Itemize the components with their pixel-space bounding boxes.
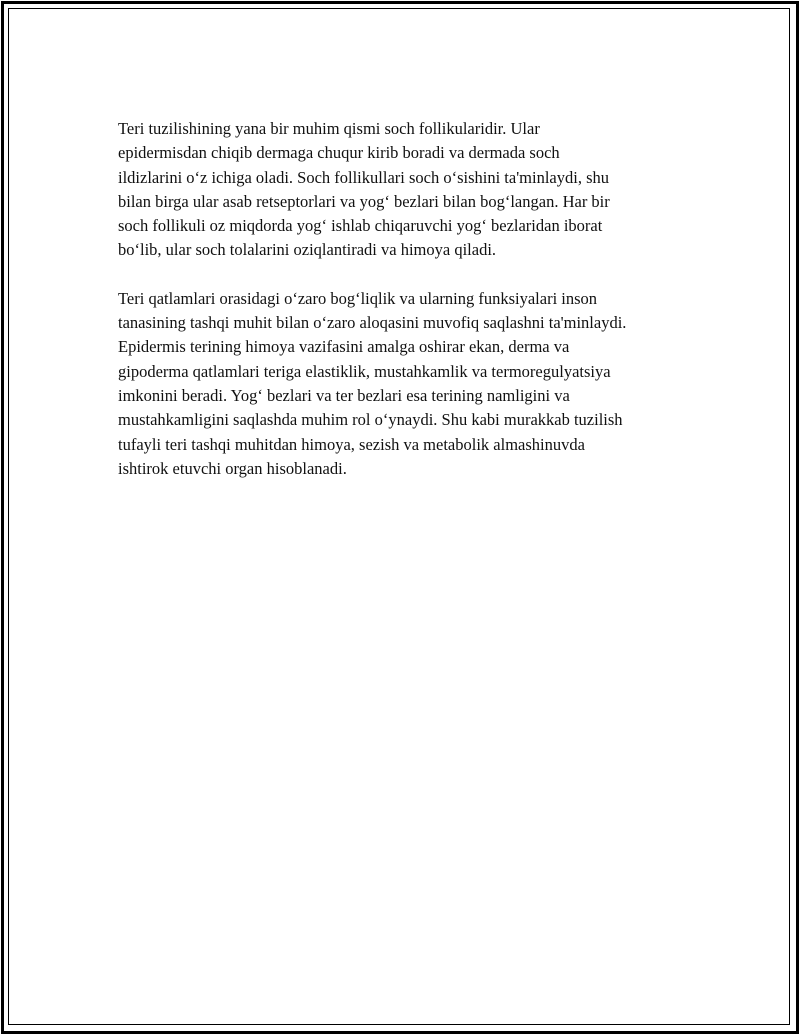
text-line: Epidermis terining himoya vazifasini amalga oshirar ekan, derma va xyxy=(118,337,570,357)
paragraph-layers xyxy=(118,287,698,481)
text-line: Teri qatlamlari orasidagi o‘zaro bog‘liqlik va ularning funksiyalari inson xyxy=(118,288,598,308)
paragraph-follicles xyxy=(118,117,698,263)
text-line: bo‘lib, ular soch tolalarini oziqlantiradi va himoya qiladi. xyxy=(118,240,497,260)
text-line: mustahkamligini saqlashda muhim rol o‘ynaydi. Shu kabi murakkab tuzilish xyxy=(118,410,623,430)
text-line: imkonini beradi. Yog‘ bezlari va ter bezlari esa terining namligini va xyxy=(118,385,570,405)
text-line: bilan birga ular asab retseptorlari va yog‘ bezlari bilan bog‘langan. Har bir xyxy=(118,191,610,211)
document-body xyxy=(118,117,698,505)
text-line: gipoderma qatlamlari teriga elastiklik, mustahkamlik va termoregulyatsiya xyxy=(118,361,611,381)
text-line: epidermisdan chiqib dermaga chuqur kirib boradi va dermada soch xyxy=(118,143,560,163)
text-line: ildizlarini o‘z ichiga oladi. Soch follikullari soch o‘sishini ta'minlaydi, shu xyxy=(118,167,610,187)
text-line: tufayli teri tashqi muhitdan himoya, sezish va metabolik almashinuvda xyxy=(118,434,585,454)
text-line: Teri tuzilishining yana bir muhim qismi soch follikularidir. Ular xyxy=(118,119,540,138)
text-line: soch follikuli oz miqdorda yog‘ ishlab chiqaruvchi yog‘ bezlaridan iborat xyxy=(118,216,603,236)
text-line: tanasining tashqi muhit bilan o‘zaro aloqasini muvofiq saqlashni ta'minlaydi. xyxy=(118,313,627,333)
text-line: ishtirok etuvchi organ hisoblanadi. xyxy=(118,458,347,478)
